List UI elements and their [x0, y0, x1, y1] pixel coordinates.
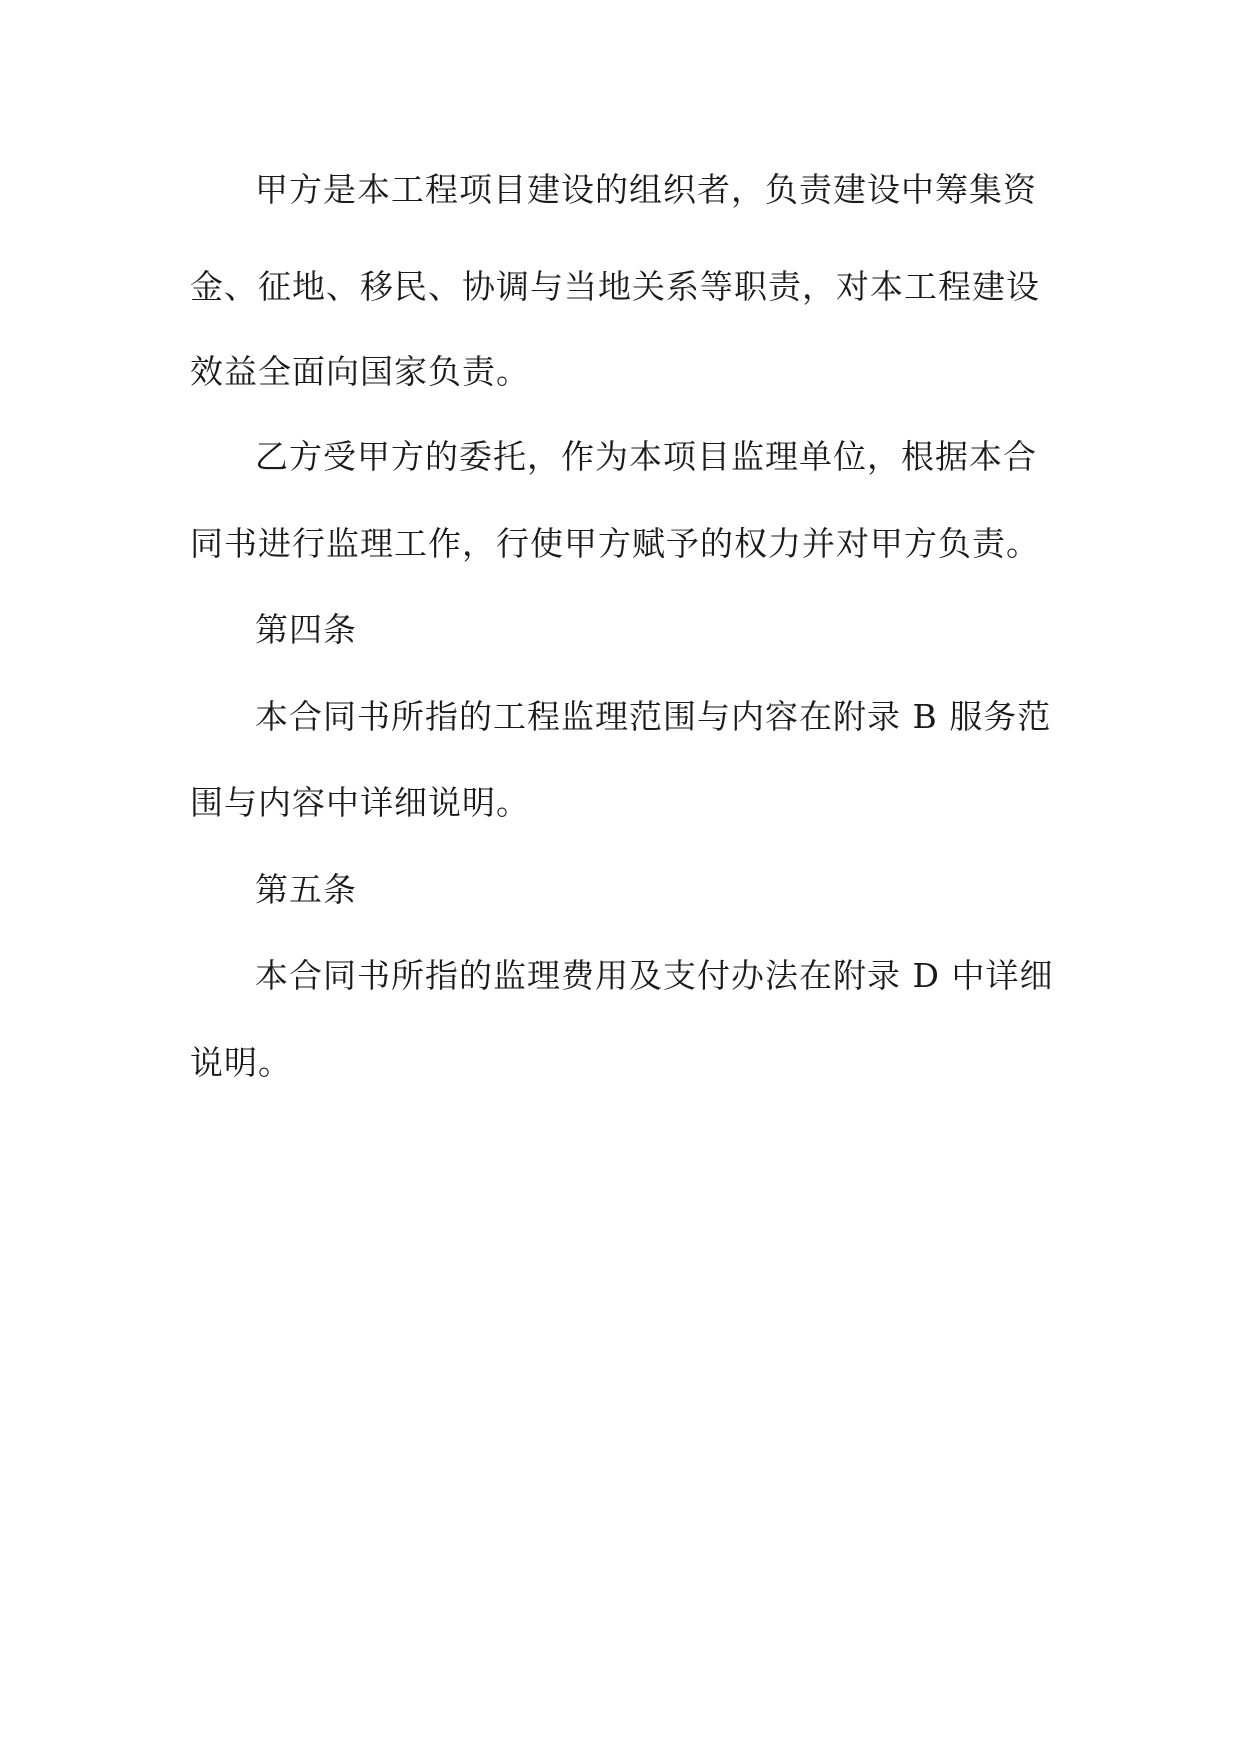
paragraph-line: 围与内容中详细说明。 — [190, 783, 530, 822]
article-heading: 第四条 — [255, 610, 357, 649]
article-heading: 第五条 — [255, 870, 357, 909]
paragraph-line: 乙方受甲方的委托，作为本项目监理单位，根据本合 — [255, 437, 1037, 476]
paragraph-line: 金、征地、移民、协调与当地关系等职责，对本工程建设 — [190, 267, 1040, 306]
paragraph-line: 同书进行监理工作，行使甲方赋予的权力并对甲方负责。 — [190, 524, 1040, 563]
paragraph-line: 本合同书所指的工程监理范围与内容在附录 B 服务范 — [255, 697, 1052, 736]
paragraph-line: 效益全面向国家负责。 — [190, 352, 530, 391]
paragraph-line: 甲方是本工程项目建设的组织者，负责建设中筹集资 — [255, 170, 1037, 209]
paragraph-line: 说明。 — [190, 1043, 292, 1082]
paragraph-line: 本合同书所指的监理费用及支付办法在附录 D 中详细 — [255, 956, 1054, 995]
